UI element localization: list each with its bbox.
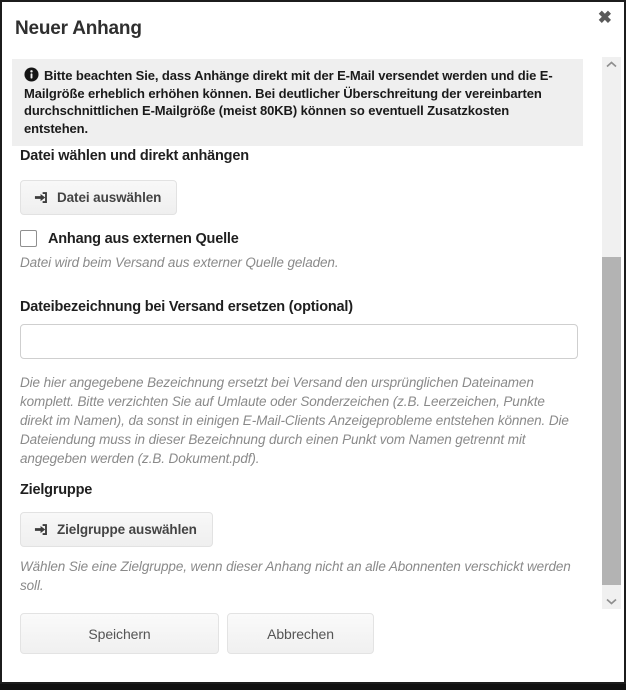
cancel-button[interactable]: Abbrechen	[227, 613, 374, 654]
target-section-heading: Zielgruppe	[20, 482, 93, 498]
rename-section-heading: Dateibezeichnung bei Versand ersetzen (optional)	[20, 299, 353, 315]
external-source-note: Datei wird beim Versand aus externer Quelle geladen.	[20, 255, 339, 270]
choose-file-button[interactable]	[20, 180, 177, 215]
rename-note: Die hier angegebene Bezeichnung ersetzt bei Versand den ursprünglichen Dateinamen komplett. Bitte verzichten Sie auf Umlaute oder Sonderzeichen (z.B. Leerzeichen, Punkte direkt im Namen), da sonst in einigen E-Mail-Clients Anzeigeprobleme entstehen können. Die Dateiendung muss in dieser Bezeichnung durch einen Punkt vom Namen getrennt mit angegeben werden (z.B. Dokument.pdf).	[20, 375, 569, 466]
external-source-checkbox[interactable]	[20, 230, 37, 247]
sign-in-icon	[34, 190, 49, 205]
info-circle-icon	[24, 67, 39, 82]
scroll-down-icon[interactable]	[602, 594, 621, 609]
info-box-text: Bitte beachten Sie, dass Anhänge direkt mit der E-Mail versendet werden und die E-Mailgröße erheblich erhöhen können. Bei deutlicher Überschreitung der vereinbarten durchschnittlichen E-Mailgröße (meist 80KB) können so eventuell Zusatzkosten entstehen.	[24, 68, 553, 136]
choose-target-group-button[interactable]	[20, 512, 213, 547]
scroll-up-icon[interactable]	[602, 57, 621, 72]
file-section-heading: Datei wählen und direkt anhängen	[20, 148, 249, 164]
choose-file-button-label: Datei auswählen	[57, 190, 162, 205]
choose-target-group-button-label: Zielgruppe auswählen	[57, 522, 197, 537]
rename-input[interactable]	[20, 324, 578, 359]
sign-in-icon	[34, 522, 49, 537]
external-source-row	[20, 230, 239, 247]
info-box	[12, 59, 583, 146]
target-group-note: Wählen Sie eine Zielgruppe, wenn dieser Anhang nicht an alle Abonnenten verschickt werden soll.	[20, 559, 571, 593]
dialog-title: Neuer Anhang	[15, 18, 142, 39]
close-icon[interactable]: ✖	[597, 8, 612, 27]
external-source-label[interactable]: Anhang aus externen Quelle	[48, 230, 239, 247]
scrollbar[interactable]	[602, 57, 621, 609]
save-button[interactable]: Speichern	[20, 613, 219, 654]
scrollbar-thumb[interactable]	[602, 257, 621, 585]
